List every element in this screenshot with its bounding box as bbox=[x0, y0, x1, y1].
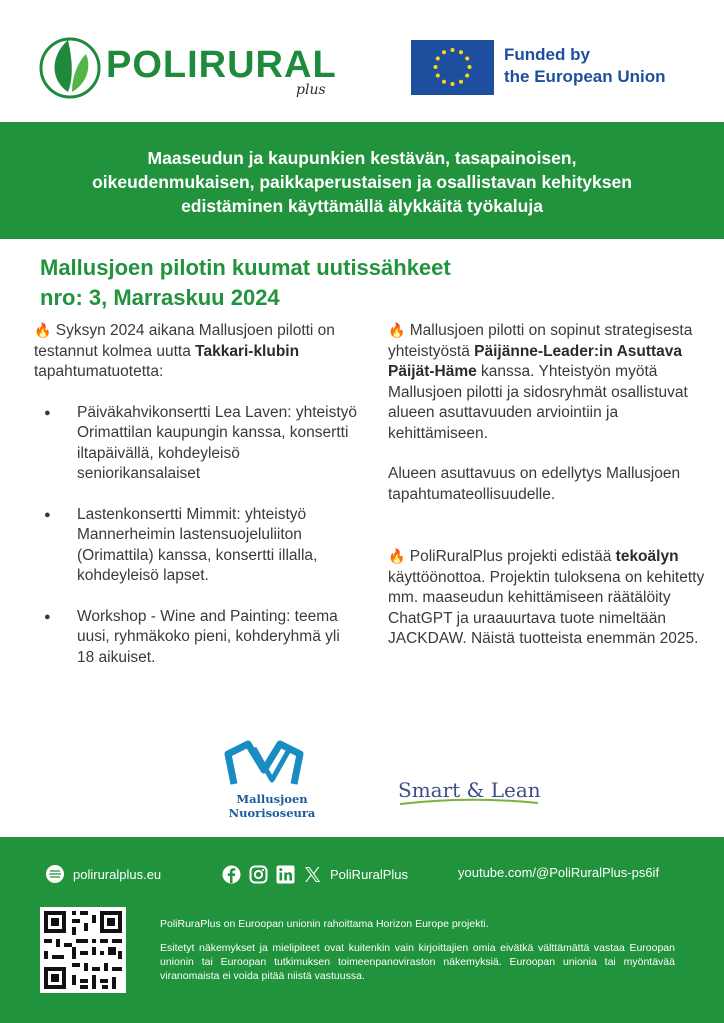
mallusjoen-nuorisoseura-logo: Mallusjoen Nuorisoseura bbox=[220, 740, 324, 824]
right-paragraph-3: 🔥 PoliRuralPlus projekti edistää tekoälyn käyttöönottoa. Projektin tuloksena on kehitetty mm. maaseudun kehittämiseen räätälöity ChatGPT ja uraauurtava tuote nimeltään JACKDAW. Näistä tuotteista enemmän 2025. bbox=[388, 548, 705, 647]
smart-lean-logo: Smart & Lean bbox=[398, 778, 541, 802]
list-item: ● Lastenkonsertti Mimmit: yhteistyö Mannerheimin lastensuojeluliiton (Orimattila) kanssa, konsertti illalla, kohdeyleisö lapset. bbox=[34, 505, 359, 587]
smart-lean-swoosh-icon bbox=[398, 798, 540, 808]
youtube-link[interactable]: youtube.com/@PoliRuralPlus-ps6if bbox=[458, 865, 660, 880]
right-paragraph-1: 🔥 Mallusjoen pilotti on sopinut strategisesta yhteistyöstä Päijänne-Leader:in Asuttava Päijät-Häme kanssa. Yhteistyön myötä Mallusjoen pilotti ja sidosryhmät osallistuvat alueen asuttavuuden arviointiin ja kehittämiseen. bbox=[388, 322, 693, 442]
linkedin-icon[interactable] bbox=[276, 865, 295, 884]
qr-code-icon bbox=[40, 907, 126, 993]
mns-emblem-icon bbox=[220, 740, 324, 790]
left-intro: 🔥 Syksyn 2024 aikana Mallusjoen pilotti on testannut kolmea uutta Takkari-klubin tapahtumatuotetta: bbox=[34, 322, 335, 380]
globe-icon bbox=[46, 865, 64, 883]
social-links bbox=[222, 865, 408, 884]
polirural-logo bbox=[38, 32, 348, 102]
list-item: ● Päiväkahvikonsertti Lea Laven: yhteistyö Orimattilan kaupungin kanssa, konsertti iltapäivällä, kohdeyleisö seniorikansalaiset bbox=[34, 403, 359, 485]
facebook-icon[interactable] bbox=[222, 865, 241, 884]
left-column bbox=[34, 320, 359, 688]
mission-banner bbox=[0, 122, 724, 239]
mission-statement: Maaseudun ja kaupunkien kestävän, tasapainoisen, oikeudenmukaisen, paikkaperustaisen ja osallistavan kehityksen edistäminen käyttämällä älykkäitä työkaluja bbox=[92, 148, 632, 216]
social-handle: PoliRuralPlus bbox=[330, 867, 409, 882]
list-item: ● Workshop - Wine and Painting: teema uusi, ryhmäkoko pieni, kohderyhmä yli 18 aikuiset. bbox=[34, 607, 359, 669]
funding-disclaimer: PoliRuraPlus on Euroopan unionin rahoittama Horizon Europe projekti. Esitetyt näkemykset ja mielipiteet ovat kuitenkin vain kirjoittajien omia eivätkä välttämättä vastaa Euroopan unionin tai Euroopan tutkimuksen toimeenpanoviraston näkemyksiä. Euroopan unionia tai myöntävää viranomaista ei voida pitää niistä vastuussa. bbox=[160, 918, 675, 982]
fire-icon: 🔥 bbox=[34, 322, 52, 338]
page-header bbox=[0, 0, 724, 122]
page-footer bbox=[0, 837, 724, 1023]
website-link[interactable]: poliruralplus.eu bbox=[46, 865, 161, 883]
right-paragraph-2: Alueen asuttavuus on edellytys Mallusjoen tapahtumateollisuudelle. bbox=[388, 465, 681, 503]
logo-wordmark: POLIRURAL bbox=[106, 44, 337, 86]
eu-funding-text: Funded by the European Union bbox=[504, 45, 666, 86]
newsletter-title: Mallusjoen pilotin kuumat uutissähkeet nro: 3, Marraskuu 2024 bbox=[40, 255, 451, 310]
logo-plus: plus bbox=[296, 82, 326, 98]
fire-icon: 🔥 bbox=[388, 548, 406, 564]
right-column bbox=[388, 320, 713, 670]
instagram-icon[interactable] bbox=[249, 865, 268, 884]
eu-funding-badge bbox=[411, 40, 701, 95]
eu-flag-icon bbox=[411, 40, 494, 95]
qr-code[interactable] bbox=[40, 907, 126, 993]
leaf-logo-icon bbox=[38, 32, 102, 102]
fire-icon: 🔥 bbox=[388, 322, 406, 338]
x-twitter-icon[interactable] bbox=[303, 865, 322, 884]
event-list bbox=[34, 403, 359, 669]
